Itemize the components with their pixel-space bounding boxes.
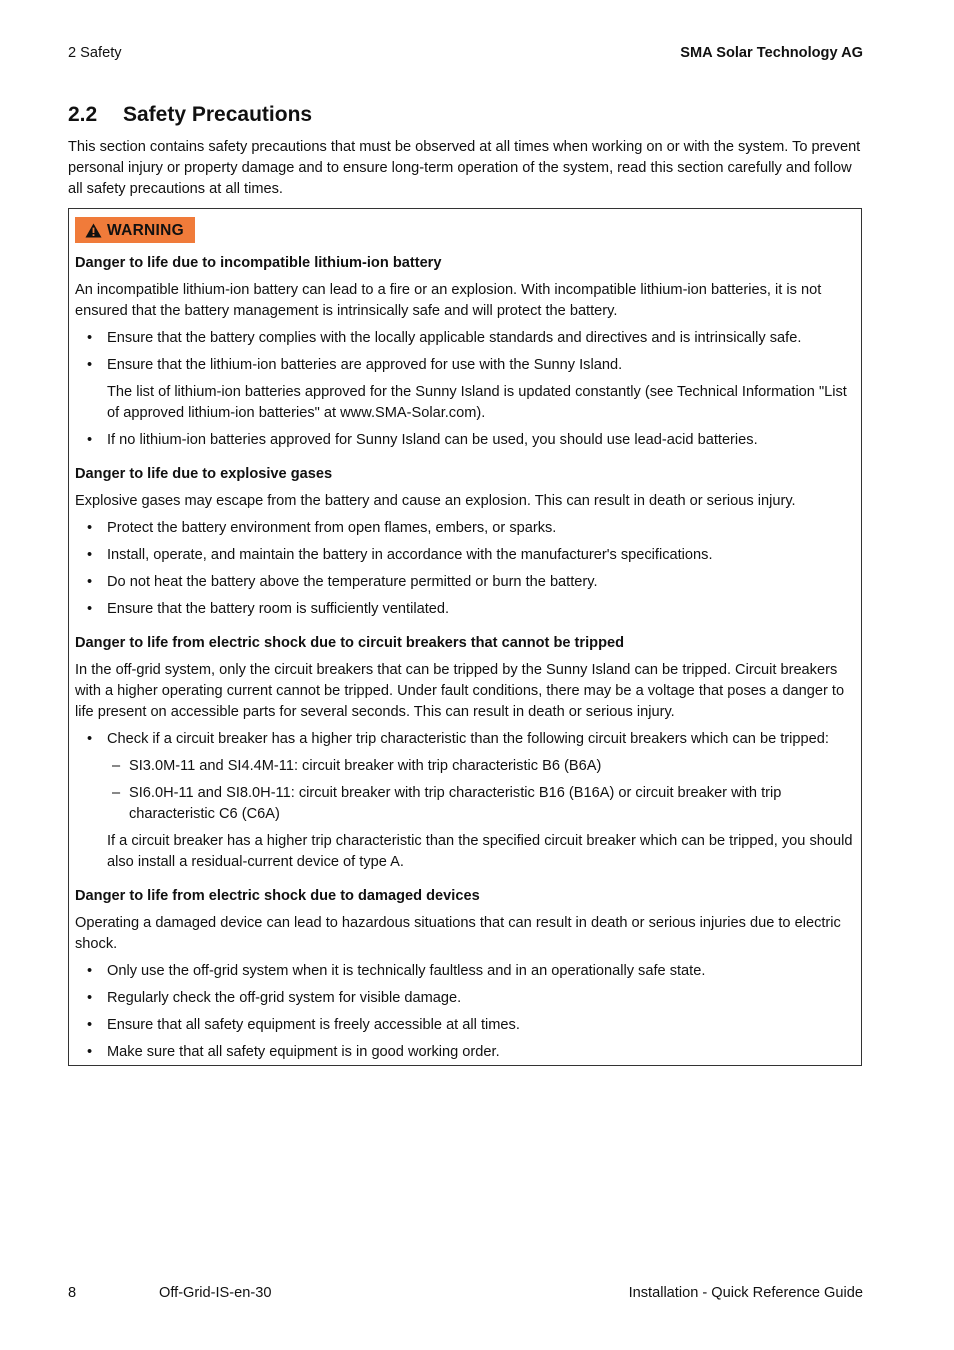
warning-text-breakers: In the off-grid system, only the circuit breakers that can be tripped by the Sunny Island can be tripped. Circuit breakers with a higher operating current cannot be tripped. Under fault conditions, there may be a voltage that poses a danger to life present on accessible parts for several seconds. This can result in death or serious injury. xyxy=(75,661,845,720)
list-item: • Protect the battery environment from open flames, embers, or sparks. xyxy=(87,519,557,536)
footer-page-number: 8 xyxy=(68,1285,77,1301)
warning-text-damaged: Operating a damaged device can lead to hazardous situations that can result in death or serious injuries due to electric shock. xyxy=(75,914,841,952)
section-number: 2.2 xyxy=(68,103,98,126)
warning-list-gases xyxy=(75,518,855,620)
list-item: • Ensure that the battery room is sufficiently ventilated. xyxy=(87,600,450,617)
list-item: • Only use the off-grid system when it is technically faultless and in an operationally safe state. xyxy=(87,962,706,979)
rcd-note: If a circuit breaker has a higher trip characteristic than the specified circuit breaker which can be tripped, you should also install a residual-current device of type A. xyxy=(107,832,853,870)
warning-heading-damaged: Danger to life from electric shock due to damaged devices xyxy=(75,887,480,904)
footer-doc-title: Installation - Quick Reference Guide xyxy=(628,1285,863,1301)
list-item: • Install, operate, and maintain the battery in accordance with the manufacturer's specifications. xyxy=(87,546,713,563)
warning-heading-breakers: Danger to life from electric shock due to circuit breakers that cannot be tripped xyxy=(75,634,625,651)
list-item: • Ensure that the lithium-ion batteries are approved for use with the Sunny Island. xyxy=(87,356,623,373)
warning-list-damaged xyxy=(75,961,855,1063)
warning-triangle-icon xyxy=(85,223,102,238)
dash-item: – SI6.0H-11 and SI8.0H-11: circuit breaker with trip characteristic B16 (B16A) or circuit breaker with trip characteristic C6 (C6A) xyxy=(112,784,782,822)
warning-list-breakers xyxy=(75,729,855,750)
list-item: • Make sure that all safety equipment is in good working order. xyxy=(87,1043,500,1060)
list-item: • Ensure that all safety equipment is freely accessible at all times. xyxy=(87,1016,520,1033)
dash-item: – SI3.0M-11 and SI4.4M-11: circuit breaker with trip characteristic B6 (B6A) xyxy=(112,757,602,774)
section-title-text: Safety Precautions xyxy=(123,103,313,126)
list-item: • Check if a circuit breaker has a higher trip characteristic than the following circuit breakers which can be tripped: xyxy=(87,730,829,747)
list-item: • If no lithium-ion batteries approved for Sunny Island can be used, you should use lead-acid batteries. xyxy=(87,431,758,448)
warning-heading-gases: Danger to life due to explosive gases xyxy=(75,465,333,482)
section-intro: This section contains safety precautions that must be observed at all times when working on or with the system. To prevent personal injury or property damage and to ensure long-term operation of the system, read this section carefully and follow all safety precautions at all times. xyxy=(68,139,861,197)
warning-label: WARNING xyxy=(107,221,185,239)
warning-badge xyxy=(75,217,195,243)
warning-list-battery xyxy=(75,328,855,376)
list-item: • Regularly check the off-grid system for visible damage. xyxy=(87,989,462,1006)
section-title xyxy=(68,101,312,129)
list-item: • Do not heat the battery above the temperature permitted or burn the battery. xyxy=(87,573,598,590)
breaker-dash-list xyxy=(75,756,855,825)
list-item: • Ensure that the battery complies with the locally applicable standards and directives and is intrinsically safe. xyxy=(87,329,802,346)
header-chapter: 2 Safety xyxy=(68,45,122,61)
warning-text-battery: An incompatible lithium-ion battery can lead to a fire or an explosion. With incompatible lithium-ion batteries, it is not ensured that the battery management is intrinsically safe and will protect the battery. xyxy=(75,281,822,319)
warning-heading-battery: Danger to life due to incompatible lithium-ion battery xyxy=(75,254,442,271)
warning-text-gases: Explosive gases may escape from the battery and cause an explosion. This can result in death or serious injury. xyxy=(75,492,796,509)
warning-box xyxy=(68,208,862,1066)
footer-doc-id: Off-Grid-IS-en-30 xyxy=(159,1285,272,1301)
header-company: SMA Solar Technology AG xyxy=(680,45,863,61)
approved-batteries-note: The list of lithium-ion batteries approved for the Sunny Island is updated constantly (see Technical Information "List of approved lithium-ion batteries" at www.SMA-Solar.com). xyxy=(107,383,847,421)
